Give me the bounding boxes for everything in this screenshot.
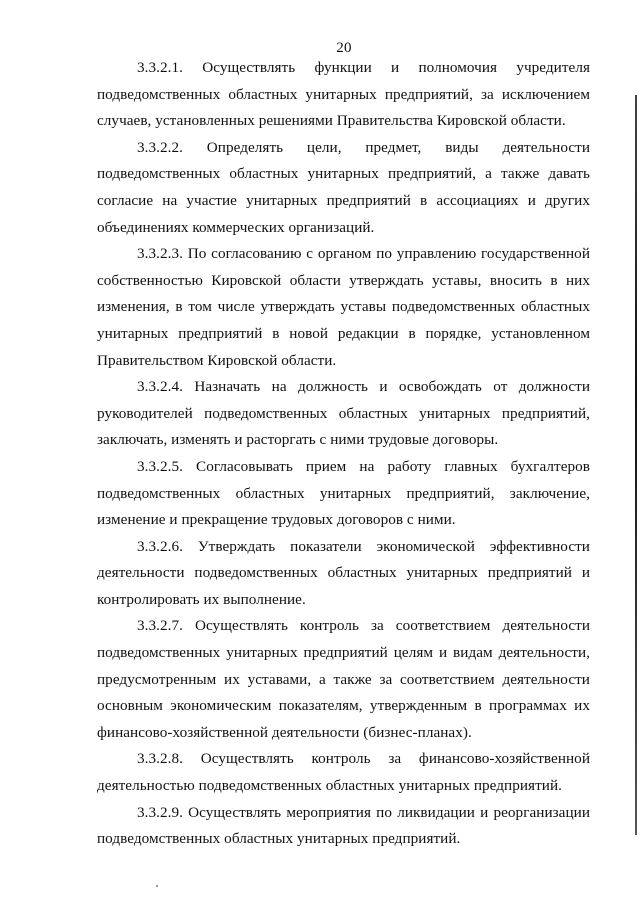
paragraph-3-3-2-9: 3.3.2.9. Осуществлять мероприятия по ликвидации и реорганизации подведомственных областных унитарных предприятий.	[97, 803, 590, 848]
paragraph-3-3-2-5: 3.3.2.5. Согласовывать прием на работу главных бухгалтеров подведомственных областных унитарных предприятий, заключение, изменение и прекращение трудовых договоров с ними.	[97, 457, 590, 529]
paragraph-3-3-2-8: 3.3.2.8. Осуществлять контроль за финансово-хозяйственной деятельностью подведомственных областных унитарных предприятий.	[97, 750, 590, 795]
scan-speck	[156, 885, 158, 887]
paragraph-3-3-2-3: 3.3.2.3. По согласованию с органом по управлению государственной собственностью Кировской области утверждать уставы, вносить в них изменения, в том числе утверждать уставы подведомственных областных унитарных предприятий в новой редакции в порядке, установленном Правительством Кировской области.	[97, 245, 590, 369]
document-body	[97, 55, 590, 853]
paragraph-3-3-2-2: 3.3.2.2. Определять цели, предмет, виды деятельности подведомственных областных унитарных предприятий, а также давать согласие на участие унитарных предприятий в ассоциациях и других объединениях коммерческих организаций.	[97, 138, 590, 236]
page-number: 20	[336, 40, 352, 56]
paragraph-3-3-2-7: 3.3.2.7. Осуществлять контроль за соответствием деятельности подведомственных унитарных предприятий целям и видам деятельности, предусмотренным их уставами, а также за соответствием деятельности основным экономическим показателям, утвержденным в программах их финансово-хозяйственной деятельности (бизнес-планах).	[97, 617, 590, 741]
scan-edge-line	[635, 95, 637, 835]
paragraph-3-3-2-4: 3.3.2.4. Назначать на должность и освобождать от должности руководителей подведомственных областных унитарных предприятий, заключать, изменять и расторгать с ними трудовые договоры.	[97, 378, 590, 449]
paragraph-3-3-2-1: 3.3.2.1. Осуществлять функции и полномочия учредителя подведомственных областных унитарных предприятий, за исключением случаев, установленных решениями Правительства Кировской области.	[97, 59, 590, 130]
paragraph-3-3-2-6: 3.3.2.6. Утверждать показатели экономической эффективности деятельности подведомственных областных унитарных предприятий и контролировать их выполнение.	[97, 537, 590, 608]
